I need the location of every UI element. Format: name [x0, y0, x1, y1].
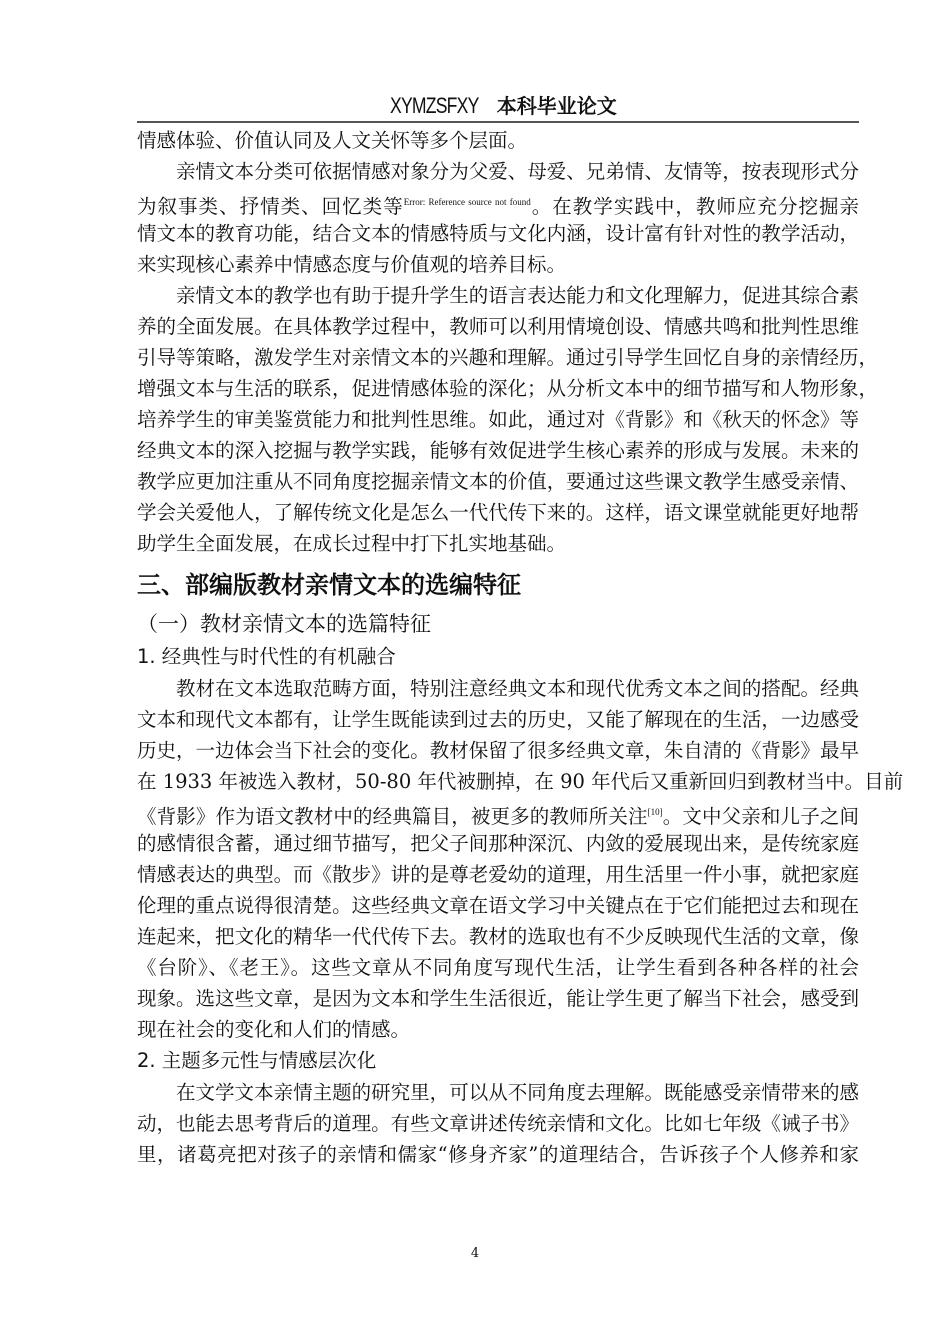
- paragraph-line: 学会关爱他人，了解传统文化是怎么一代代传下来的。这样，语文课堂就能更好地帮: [137, 501, 859, 524]
- paragraph-line: 情文本的教育功能，结合文本的情感特质与文化内涵，设计富有针对性的教学活动，: [137, 222, 859, 245]
- header-title: 本科毕业论文: [496, 94, 617, 118]
- paragraph-line: 在 1933 年被选入教材，50-80 年代被删掉，在 90 年代后又重新回归到教材当中。目前: [137, 770, 904, 793]
- paragraph-line: 亲情文本的教学也有助于提升学生的语言表达能力和文化理解力，促进其综合素: [176, 284, 859, 307]
- header-school-code: XYMZSFXY: [390, 93, 479, 118]
- paragraph-line: 的感情很含蓄，通过细节描写，把父子间那种深沉、内敛的爱展现出来，是传统家庭: [137, 832, 859, 855]
- subsection-heading: （一）教材亲情文本的选篇特征: [137, 612, 431, 636]
- paragraph-line: 助学生全面发展，在成长过程中打下扎实地基础。: [137, 532, 567, 555]
- paragraph-line: 情感体验、价值认同及人文关怀等多个层面。: [137, 129, 528, 152]
- paragraph-line: 经典文本的深入挖掘与教学实践，能够有效促进学生核心素养的形成与发展。未来的: [137, 439, 859, 462]
- header-rule: [137, 121, 859, 123]
- text: 。文中父亲和儿子之间: [662, 805, 859, 828]
- paragraph-line: 养的全面发展。在具体教学过程中，教师可以利用情境创设、情感共鸣和批判性思维: [137, 315, 859, 338]
- paragraph-line: 里，诸葛亮把对孩子的亲情和儒家“修身齐家”的道理结合，告诉孩子个人修养和家: [137, 1143, 859, 1166]
- paragraph-line: 伦理的重点说得很清楚。这些经典文章在语文学习中关键点在于它们能把过去和现在: [137, 894, 859, 917]
- paragraph-line: 现象。选这些文章，是因为文本和学生生活很近，能让学生更了解当下社会，感受到: [137, 987, 859, 1010]
- paragraph-line: [137, 187, 859, 218]
- paragraph-line: [137, 797, 859, 828]
- paragraph-line: 增强文本与生活的联系，促进情感体验的深化；从分析文本中的细节描写和人物形象，: [137, 377, 879, 400]
- paragraph-line: 亲情文本分类可依据情感对象分为父爱、母爱、兄弟情、友情等，按表现形式分: [176, 160, 859, 183]
- page-header: [137, 92, 859, 121]
- paragraph-line: 动，也能去思考背后的道理。有些文章讲述传统亲情和文化。比如七年级《诫子书》: [137, 1112, 859, 1135]
- paragraph-line: 现在社会的变化和人们的情感。: [137, 1018, 411, 1041]
- text: 《背影》作为语文教材中的经典篇目，被更多的教师所关注: [137, 805, 648, 828]
- paragraph-line: 教材在文本选取范畴方面，特别注意经典文本和现代优秀文本之间的搭配。经典: [176, 677, 859, 700]
- paragraph-line: 《台阶》、《老王》。这些文章从不同角度写现代生活，让学生看到各种各样的社会: [137, 956, 859, 979]
- paragraph-line: 文本和现代文本都有，让学生既能读到过去的历史，又能了解现在的生活，一边感受: [137, 708, 859, 731]
- paragraph-line: 教学应更加注重从不同角度挖掘亲情文本的价值，要通过这些课文教学生感受亲情、: [137, 470, 859, 493]
- page-number: 4: [470, 1246, 480, 1261]
- paragraph-line: 引导等策略，激发学生对亲情文本的兴趣和理解。通过引导学生回忆自身的亲情经历，: [137, 346, 879, 369]
- subsubsection-heading: 1. 经典性与时代性的有机融合: [137, 645, 396, 668]
- text: 。在教学实践中，教师应充分挖掘亲: [530, 195, 859, 218]
- paragraph-line: 在文学文本亲情主题的研究里，可以从不同角度去理解。既能感受亲情带来的感: [176, 1081, 859, 1104]
- paragraph-line: 历史，一边体会当下社会的变化。教材保留了很多经典文章，朱自清的《背影》最早: [137, 739, 859, 762]
- paragraph-line: 培养学生的审美鉴赏能力和批判性思维。如此，通过对《背影》和《秋天的怀念》等: [137, 408, 859, 431]
- citation: [10]: [647, 807, 663, 817]
- paragraph-line: 来实现核心素养中情感态度与价值观的培养目标。: [137, 253, 567, 276]
- section-heading: 三、部编版教材亲情文本的选编特征: [137, 571, 521, 599]
- subsubsection-heading: 2. 主题多元性与情感层次化: [137, 1049, 377, 1072]
- reference-error: Error: Reference source not found: [403, 197, 531, 207]
- paragraph-line: 连起来，把文化的精华一代代传下去。教材的选取也有不少反映现代生活的文章，像: [137, 925, 859, 948]
- paragraph-line: 情感表达的典型。而《散步》讲的是尊老爱幼的道理，用生活里一件小事，就把家庭: [137, 863, 859, 886]
- page-body: [137, 125, 904, 1170]
- text: 为叙事类、抒情类、回忆类等: [137, 195, 404, 218]
